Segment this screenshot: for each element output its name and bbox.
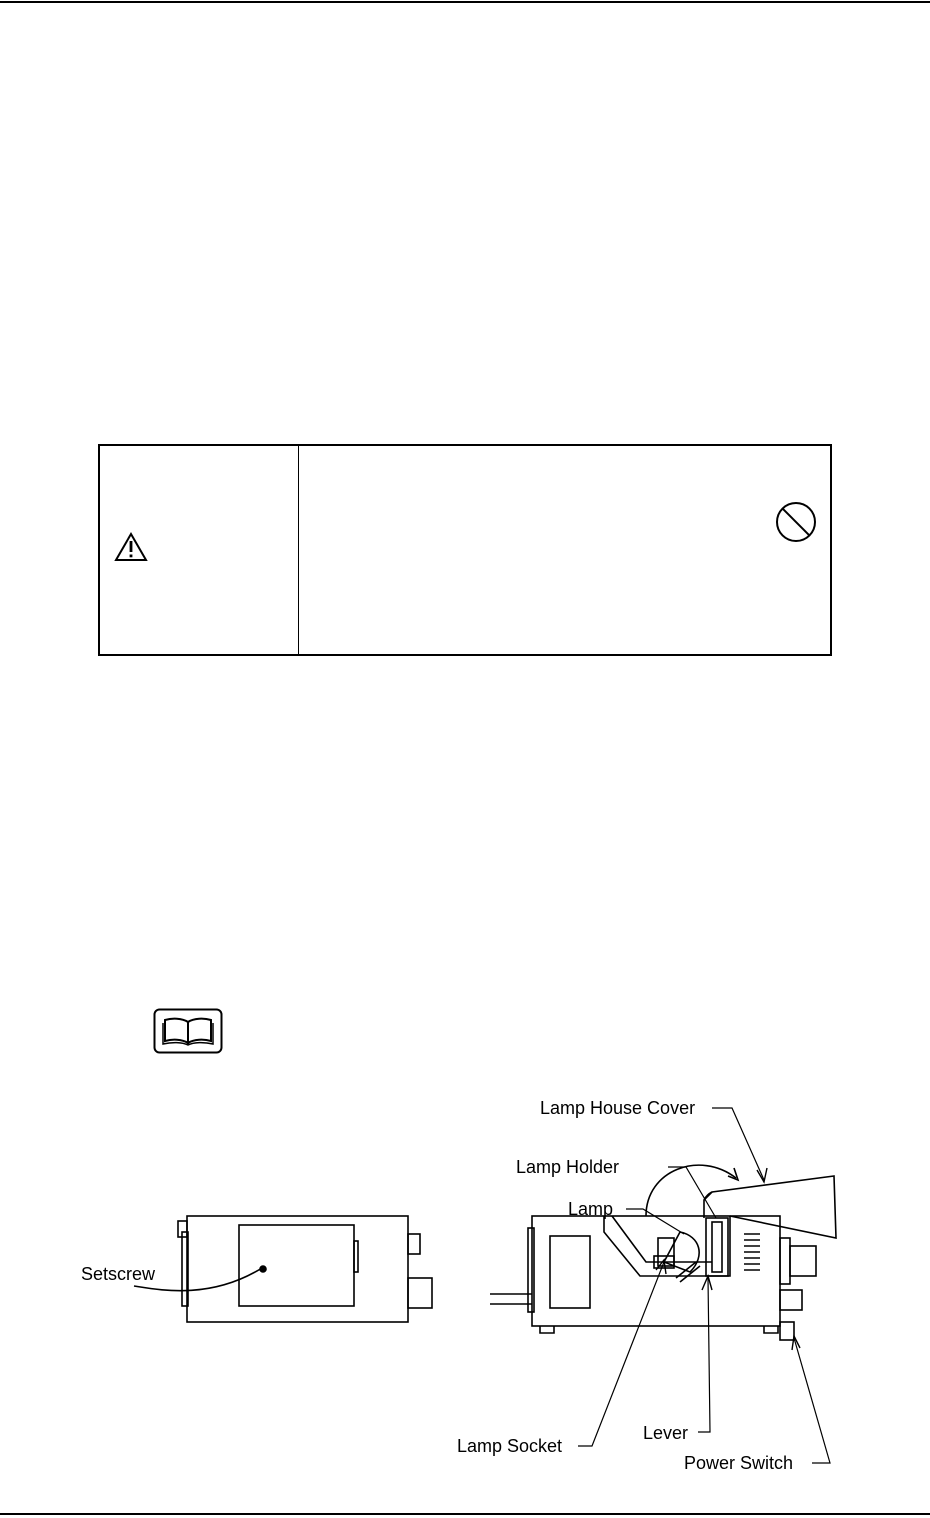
label-setscrew: Setscrew bbox=[81, 1264, 156, 1284]
label-power-switch: Power Switch bbox=[684, 1453, 794, 1473]
footer-rule bbox=[0, 1513, 930, 1515]
label-lamp-holder: Lamp Holder bbox=[516, 1157, 620, 1177]
label-lamp-socket: Lamp Socket bbox=[457, 1436, 563, 1456]
label-lamp: Lamp bbox=[568, 1199, 614, 1219]
label-lever: Lever bbox=[643, 1423, 689, 1443]
label-lamp-house-cover: Lamp House Cover bbox=[540, 1098, 696, 1118]
